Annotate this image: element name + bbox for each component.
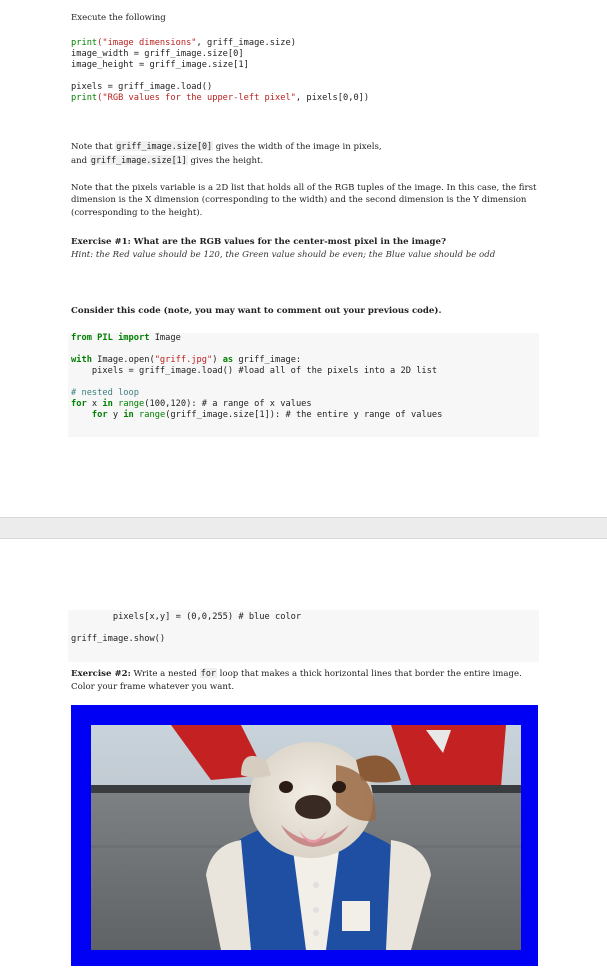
code1-line5-str: ("RGB values for the upper-left pixel"	[97, 93, 296, 103]
code2-filename: "griff.jpg"	[154, 355, 213, 365]
bulldog-illustration	[91, 725, 521, 950]
code3-show: griff_image.show()	[71, 634, 166, 644]
code-block-3	[68, 610, 539, 662]
note1-line2-suffix: gives the height.	[187, 156, 264, 166]
code2-with: with	[71, 355, 92, 365]
code2-module: PIL	[91, 333, 119, 343]
code2-in-x: in	[102, 399, 113, 409]
code1-line1-str: ("image dimensions"	[97, 38, 197, 48]
code1-line3: image_height = griff_image.size[1]	[71, 60, 249, 70]
exercise2-line1	[71, 667, 522, 680]
code2-in-y: in	[123, 410, 134, 420]
note1-prefix: Note that	[71, 142, 116, 152]
code2-for-y: for	[91, 410, 108, 420]
exercise2-title: Exercise #2:	[71, 669, 131, 679]
code1-line1-fn: print	[71, 38, 98, 48]
code2-range-y: range	[139, 410, 166, 420]
exercise1-hint: Hint: the Red value should be 120, the Green value should be even; the Blue value should be odd	[71, 250, 496, 260]
code2-comment: # nested loop	[71, 388, 139, 398]
intro-text: Execute the following	[71, 13, 166, 23]
code3-assign: pixels[x,y] = (0,0,255) # blue color	[71, 612, 302, 622]
code2-import-rest: Image	[149, 333, 181, 343]
code2-range-x-args: (100,120): # a range of x values	[144, 399, 312, 409]
exercise1-title: Exercise #1: What are the RGB values for the center-most pixel in the image?	[71, 237, 447, 247]
code2-for-x: for	[71, 399, 87, 409]
framed-image-output	[71, 705, 538, 966]
note1-line2-prefix: and	[71, 156, 90, 166]
code2-import: import	[118, 333, 150, 343]
code2-y-var: y	[107, 410, 124, 420]
code1-line4: pixels = griff_image.load()	[71, 82, 213, 92]
code2-x-var: x	[86, 399, 103, 409]
note1-code-a: griff_image.size[0]	[116, 141, 213, 151]
exercise2-code: for	[200, 668, 216, 678]
note-width	[71, 140, 382, 153]
note1-middle: gives the width of the image in pixels,	[213, 142, 382, 152]
note-pixels-2d: Note that the pixels variable is a 2D list that holds all of the RGB tuples of the image. In this case, the first dimension is the X dimension (corresponding to the width) and the second dimension is the Y dimension (corresponding to the height).	[71, 183, 537, 218]
code2-alias: griff_image:	[233, 355, 302, 365]
page-separator	[0, 517, 607, 539]
code1-line5-rest: , pixels[0,0])	[295, 93, 370, 103]
note1-code-b: griff_image.size[1]	[90, 155, 187, 165]
code2-open: Image.open(	[91, 355, 155, 365]
consider-text: Consider this code (note, you may want to comment out your previous code).	[71, 306, 442, 316]
code2-indent	[71, 410, 92, 420]
code2-open-close: )	[212, 355, 223, 365]
code2-range-y-args: (griff_image.size[1]): # the entire y range of values	[165, 410, 443, 420]
code2-load-line: pixels = griff_image.load() #load all of the pixels into a 2D list	[71, 366, 438, 376]
code-block-2	[68, 333, 539, 437]
note-height	[71, 154, 263, 167]
code1-line1-rest: , griff_image.size)	[196, 38, 296, 48]
exercise2-body-b: loop that makes a thick horizontal lines that border the entire image.	[216, 669, 522, 679]
code2-from: from	[71, 333, 92, 343]
code1-line5-fn: print	[71, 93, 98, 103]
code-block-1	[71, 38, 369, 104]
code2-range-x: range	[118, 399, 145, 409]
bulldog-photo	[91, 725, 521, 950]
code1-line2: image_width = griff_image.size[0]	[71, 49, 244, 59]
code2-as: as	[222, 355, 234, 365]
exercise2-body-a: Write a nested	[130, 669, 200, 679]
exercise2-line2: Color your frame whatever you want.	[71, 682, 235, 692]
